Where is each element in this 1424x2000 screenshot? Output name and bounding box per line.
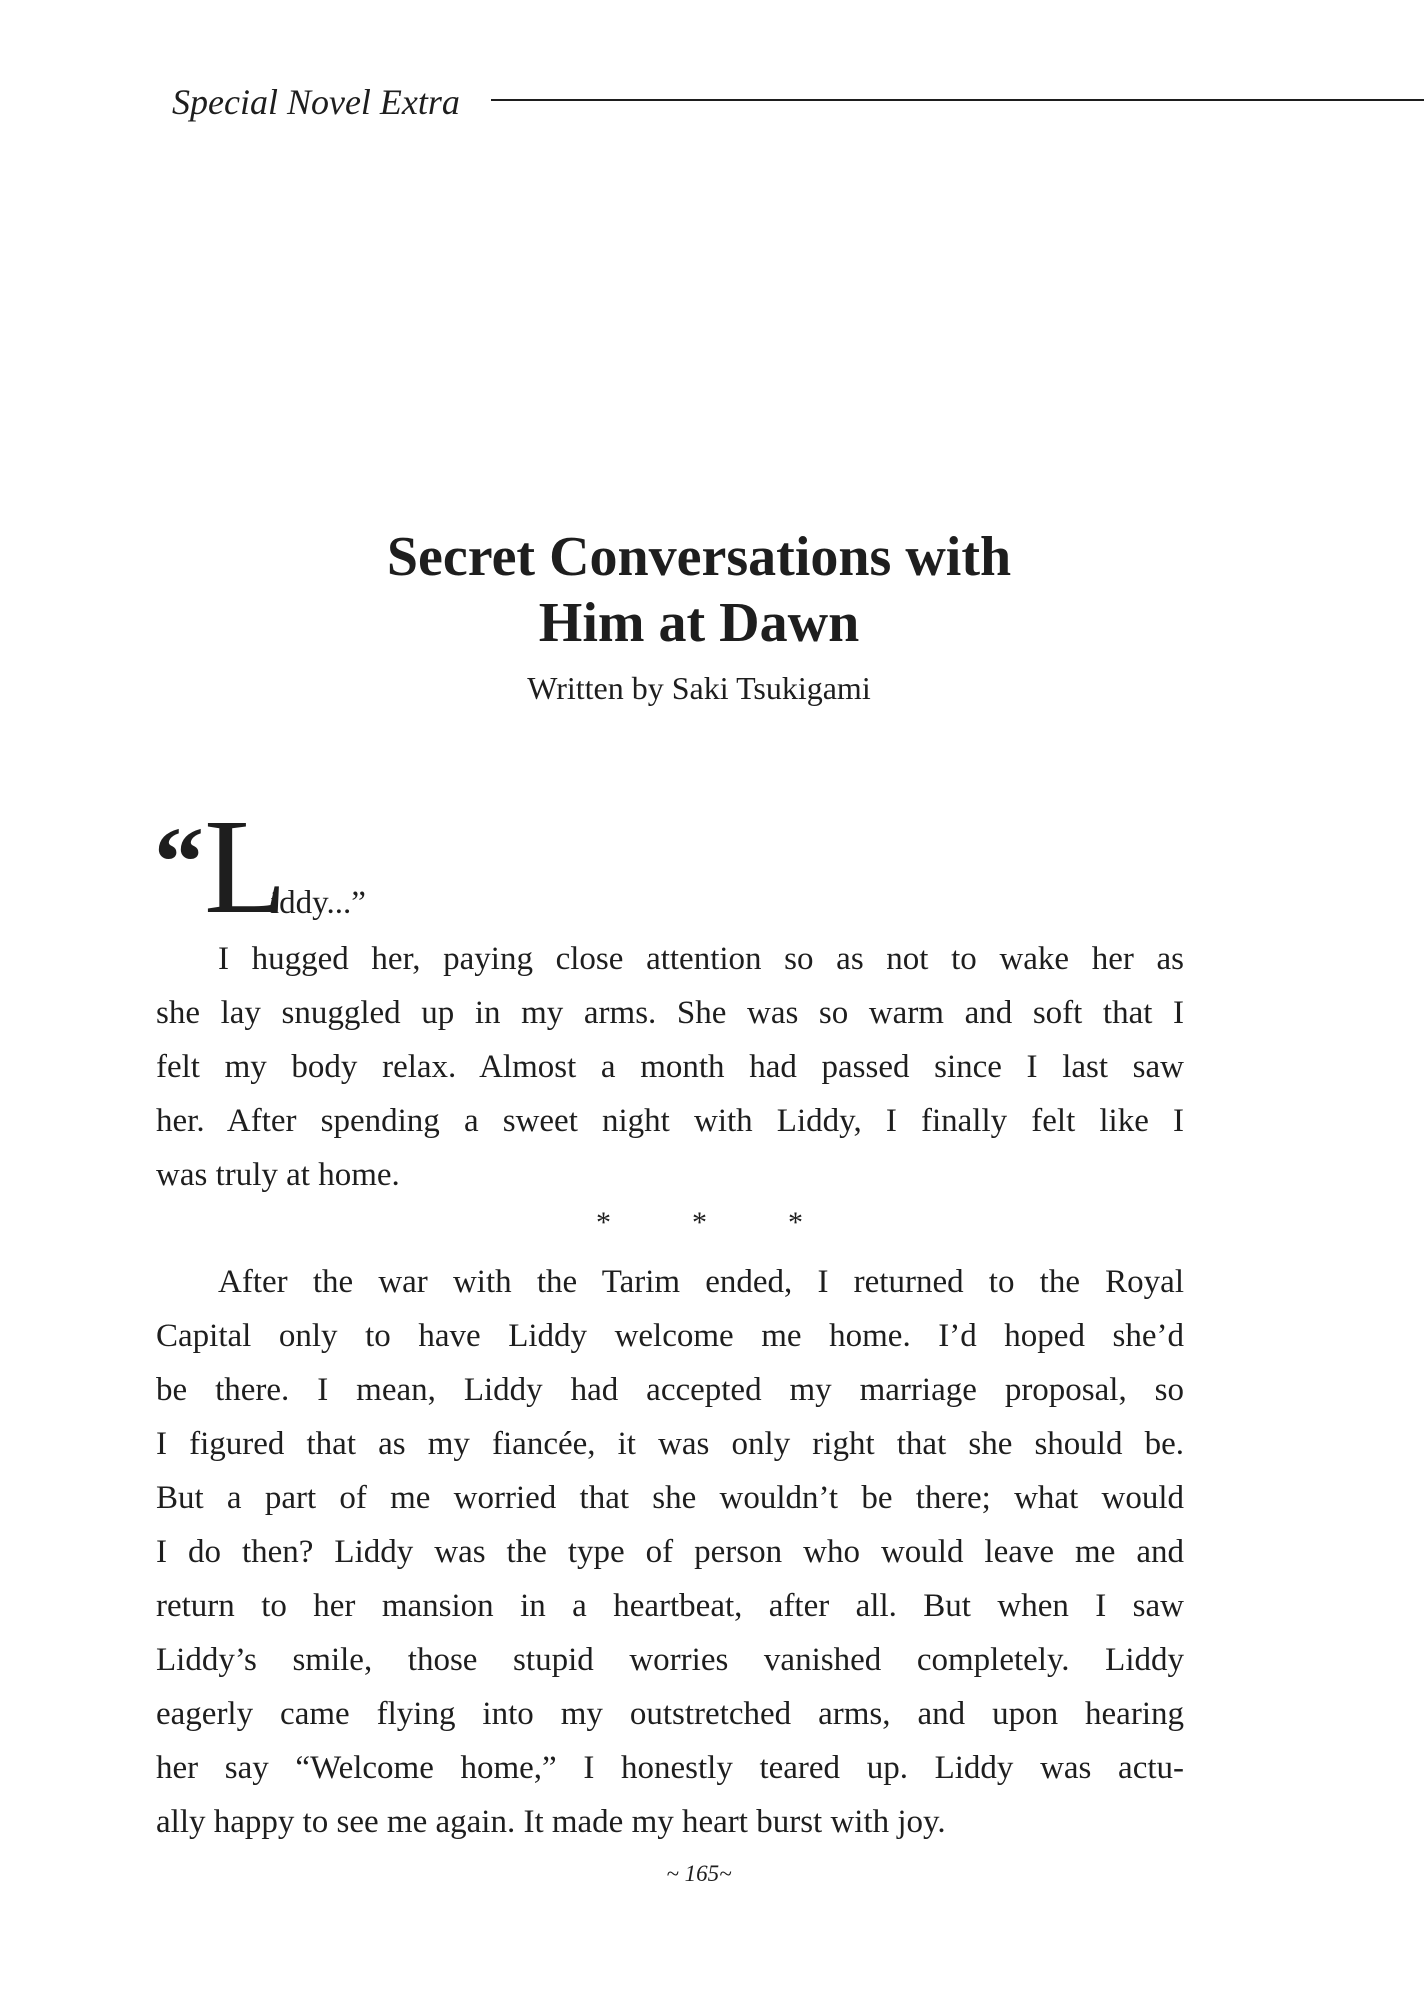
paragraph-2 [156, 1255, 1184, 1849]
text-line: return to her mansion in a heartbeat, after all. But when I saw [156, 1588, 1184, 1624]
scene-break-asterisk: * [596, 1206, 611, 1239]
drop-cap-quote: “ [154, 806, 204, 917]
chapter-title [0, 524, 1398, 656]
title-line: Him at Dawn [538, 592, 860, 654]
text-line: was truly at home. [156, 1157, 400, 1193]
text-line: After the war with the Tarim ended, I returned to the Royal [218, 1264, 1184, 1300]
text-line: Capital only to have Liddy welcome me home. I’d hoped she’d [156, 1318, 1184, 1354]
scene-break-asterisk: * [692, 1206, 707, 1239]
text-line: I do then? Liddy was the type of person who would leave me and [156, 1534, 1184, 1570]
text-line: I figured that as my fiancée, it was only right that she should be. [156, 1426, 1184, 1462]
title-line: Secret Conversations with [386, 526, 1012, 588]
text-line: ally happy to see me again. It made my heart burst with joy. [156, 1804, 946, 1840]
text-line: be there. I mean, Liddy had accepted my marriage proposal, so [156, 1372, 1184, 1408]
text-line: her. After spending a sweet night with Liddy, I finally felt like I [156, 1103, 1184, 1139]
header-rule [491, 99, 1424, 101]
text-line: felt my body relax. Almost a month had passed since I last saw [156, 1049, 1184, 1085]
paragraph-1 [156, 932, 1184, 1202]
drop-cap-rest: iddy...” [270, 885, 366, 921]
text-line: But a part of me worried that she wouldn’t be there; what would [156, 1480, 1184, 1516]
page-number: ~ 165~ [666, 1861, 732, 1886]
text-line: she lay snuggled up in my arms. She was so warm and soft that I [156, 995, 1184, 1031]
text-line: Liddy’s smile, those stupid worries vanished completely. Liddy [156, 1642, 1184, 1678]
text-line: her say “Welcome home,” I honestly teared up. Liddy was actu- [156, 1750, 1184, 1786]
text-line: eagerly came flying into my outstretched arms, and upon hearing [156, 1696, 1184, 1732]
drop-cap-letter: L [204, 792, 288, 942]
byline: Written by Saki Tsukigami [527, 670, 871, 706]
text-line: I hugged her, paying close attention so as not to wake her as [218, 941, 1184, 977]
scene-break-asterisk: * [788, 1206, 803, 1239]
running-head: Special Novel Extra [172, 82, 460, 122]
